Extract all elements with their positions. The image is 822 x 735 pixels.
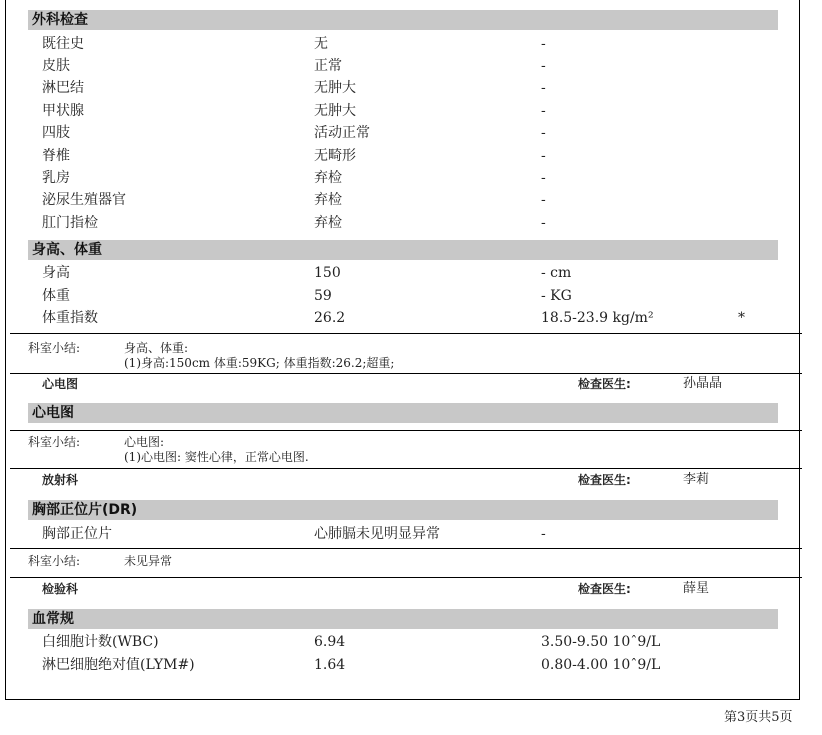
department-name: 心电图 (42, 377, 79, 391)
divider (10, 468, 802, 469)
item-name: 四肢 (42, 125, 70, 141)
table-row (0, 100, 822, 122)
item-value: 弃检 (314, 215, 342, 231)
table-row (0, 262, 822, 284)
item-name: 皮肤 (42, 58, 70, 74)
item-value: 弃检 (314, 192, 342, 208)
divider (10, 430, 802, 431)
item-reference: - (541, 526, 546, 542)
item-name: 体重指数 (42, 310, 98, 326)
table-row (0, 189, 822, 211)
item-value: 心肺膈未见明显异常 (314, 526, 440, 542)
section-header-height-weight: 身高、体重 (28, 240, 778, 260)
item-reference: - (541, 80, 546, 96)
section-header-surgical: 外科检查 (28, 10, 778, 30)
summary-label: 科室小结: (28, 435, 81, 449)
item-name: 肛门指检 (42, 215, 98, 231)
abnormal-flag: * (738, 310, 745, 326)
table-row (0, 654, 822, 676)
item-reference: - (541, 170, 546, 186)
item-value: 26.2 (314, 310, 346, 326)
item-value: 正常 (314, 58, 342, 74)
doctor-name: 薛星 (683, 581, 710, 596)
table-row (0, 285, 822, 307)
item-name: 脊椎 (42, 148, 70, 164)
item-reference: - (541, 36, 546, 52)
item-reference: - cm (541, 265, 572, 281)
table-row (0, 631, 822, 653)
item-value: 无畸形 (314, 148, 356, 164)
summary-text: (1)身高:150cm 体重:59KG; 体重指数:26.2;超重; (124, 356, 395, 370)
item-reference: - (541, 148, 546, 164)
department-summary (28, 435, 728, 465)
item-reference: - (541, 58, 546, 74)
item-reference: - (541, 103, 546, 119)
divider (10, 548, 802, 549)
table-row (0, 145, 822, 167)
item-value: 59 (314, 288, 332, 304)
item-reference: 18.5-23.9 kg/m² (541, 310, 654, 326)
section-header-chest: 胸部正位片(DR) (28, 500, 778, 520)
item-name: 淋巴细胞绝对值(LYM#) (42, 657, 195, 673)
table-row (0, 212, 822, 234)
table-row (0, 55, 822, 77)
item-value: 活动正常 (314, 125, 370, 141)
item-name: 白细胞计数(WBC) (42, 634, 159, 650)
item-value: 150 (314, 265, 341, 281)
item-value: 6.94 (314, 634, 346, 650)
item-name: 身高 (42, 265, 70, 281)
item-reference: - (541, 125, 546, 141)
doctor-label: 检查医生: (578, 473, 631, 487)
table-row (0, 122, 822, 144)
summary-heading: 身高、体重: (124, 341, 189, 355)
item-value: 无 (314, 36, 328, 52)
department-header-ecg (0, 374, 822, 394)
doctor-label: 检查医生: (578, 582, 631, 596)
item-value: 无肿大 (314, 80, 356, 96)
summary-label: 科室小结: (28, 554, 81, 568)
item-reference: 0.80-4.00 10ˆ9/L (541, 657, 661, 673)
doctor-name: 李莉 (683, 472, 710, 487)
item-reference: - (541, 192, 546, 208)
department-summary (28, 554, 728, 570)
item-value: 弃检 (314, 170, 342, 186)
page-number: 第3页共5页 (724, 710, 793, 725)
item-reference: - (541, 215, 546, 231)
item-name: 乳房 (42, 170, 70, 186)
item-value: 无肿大 (314, 103, 356, 119)
table-row (0, 33, 822, 55)
section-header-blood: 血常规 (28, 609, 778, 629)
table-row (0, 307, 822, 329)
table-row (0, 77, 822, 99)
item-name: 胸部正位片 (42, 526, 112, 542)
item-reference: 3.50-9.50 10ˆ9/L (541, 634, 661, 650)
table-row (0, 523, 822, 545)
department-name: 放射科 (42, 473, 79, 487)
summary-heading: 心电图: (124, 435, 165, 449)
doctor-name: 孙晶晶 (683, 376, 723, 391)
department-summary (28, 341, 728, 371)
item-value: 1.64 (314, 657, 346, 673)
item-name: 既往史 (42, 36, 84, 52)
divider (10, 577, 802, 578)
summary-label: 科室小结: (28, 341, 81, 355)
item-name: 体重 (42, 288, 70, 304)
item-name: 淋巴结 (42, 80, 84, 96)
section-header-ecg: 心电图 (28, 403, 778, 423)
table-row (0, 167, 822, 189)
item-name: 泌尿生殖器官 (42, 192, 126, 208)
item-name: 甲状腺 (42, 103, 84, 119)
department-name: 检验科 (42, 582, 79, 596)
doctor-label: 检查医生: (578, 377, 631, 391)
divider (10, 333, 802, 334)
summary-text: (1)心电图: 窦性心律，正常心电图. (124, 450, 309, 464)
department-header-radiology (0, 470, 822, 490)
summary-text: 未见异常 (124, 554, 173, 568)
item-reference: - KG (541, 288, 572, 304)
department-header-lab (0, 579, 822, 599)
